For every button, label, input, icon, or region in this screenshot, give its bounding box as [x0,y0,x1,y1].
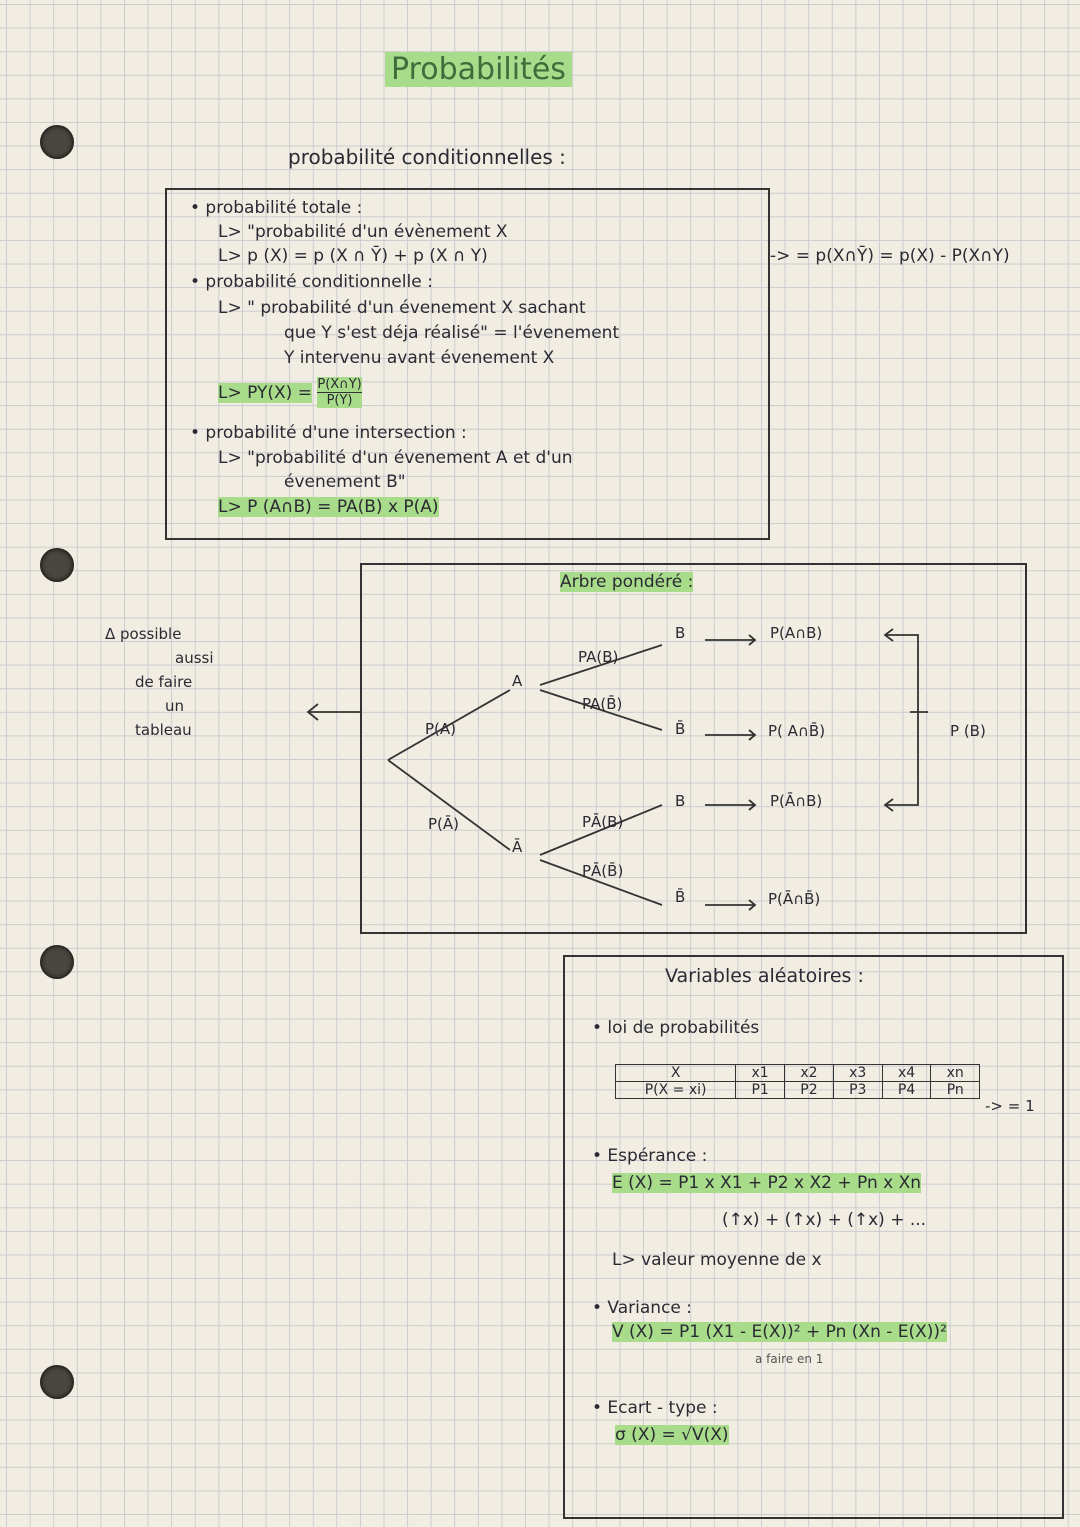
table-cell: P(X = xi) [616,1082,736,1099]
cond-def: Y intervenu avant évenement X [284,348,555,368]
ecart-formula: σ (X) = √V(X) [615,1425,729,1445]
arrow [705,635,755,645]
result: P(A∩B) [770,624,823,642]
note-line: un [165,697,185,715]
table-cell: P4 [882,1082,931,1099]
esp-note: L> valeur moyenne de x [612,1250,822,1270]
cond-formula-den: P(Y) [317,393,361,408]
inter-def: L> "probabilité d'un évenement A et d'un [218,448,573,468]
arrow [705,730,755,740]
cond-def: que Y s'est déja réalisé" = l'évenement [284,323,620,343]
edge [388,760,510,850]
note-line: de faire [135,673,193,691]
node-b: B [675,792,686,810]
var-note: a faire en 1 [755,1352,824,1366]
probability-table [615,1064,980,1099]
node-not-a: Ā [512,838,523,856]
arrow [705,800,755,810]
inter-heading: • probabilité d'une intersection : [190,423,467,443]
result: P( A∩B̄) [768,722,826,740]
side-note: -> = p(X∩Ȳ) = p(X) - P(X∩Y) [770,246,1010,266]
table-cell: P2 [785,1082,834,1099]
tree-title: Arbre pondéré : [560,572,694,592]
result: P(Ā∩B) [770,792,823,810]
total-def: L> "probabilité d'un évènement X [218,222,508,242]
table-cell: P3 [833,1082,882,1099]
esp-formula: E (X) = P1 x X1 + P2 x X2 + Pn x Xn [612,1173,922,1193]
table-cell: X [616,1065,736,1082]
var-formula: V (X) = P1 (X1 - E(X))² + Pn (Xn - E(X))² [612,1322,947,1342]
esp-heading: • Espérance : [592,1146,708,1166]
edge-label: PA(B̄) [582,695,623,713]
inter-formula: L> P (A∩B) = PA(B) x P(A) [218,497,439,517]
section-heading: probabilité conditionnelles : [288,145,566,169]
arrow [705,900,755,910]
note-line: tableau [135,721,192,739]
sum-label: P (B) [950,722,986,740]
node-a: A [512,672,523,690]
arrow-left [308,704,360,720]
note-line: Δ possible [105,625,182,643]
sum-bracket [885,629,928,811]
cond-def: L> " probabilité d'un évenement X sachant [218,298,586,318]
inter-def: évenement B" [284,472,406,492]
edge-label: P(A) [425,720,457,738]
table-cell: Pn [931,1082,980,1099]
rv-title: Variables aléatoires : [665,965,864,987]
esp-sketch: (↑x) + (↑x) + (↑x) + ... [722,1210,927,1230]
table-cell: xn [931,1065,980,1082]
ecart-heading: • Ecart - type : [592,1398,718,1418]
result: P(Ā∩B̄) [768,890,821,908]
total-formula: L> p (X) = p (X ∩ Ȳ) + p (X ∩ Y) [218,246,488,266]
cond-formula-lhs: L> PY(X) = [218,382,312,403]
table-cell: x3 [833,1065,882,1082]
total-heading: • probabilité totale : [190,198,363,218]
page-title: Probabilités [385,52,572,87]
cond-heading: • probabilité conditionnelle : [190,272,433,292]
loi-heading: • loi de probabilités [592,1018,760,1038]
table-cell: x4 [882,1065,931,1082]
node-not-b: B̄ [675,888,686,906]
table-cell: P1 [736,1082,785,1099]
table-row [616,1082,980,1099]
table-row [616,1065,980,1082]
node-not-b: B̄ [675,720,686,738]
note-line: aussi [175,649,214,667]
var-heading: • Variance : [592,1298,692,1318]
table-cell: x2 [785,1065,834,1082]
table-note: -> = 1 [985,1097,1035,1115]
edge-label: PA(B) [578,648,619,666]
edge-label: P(Ā) [428,815,460,833]
edge-label: PĀ(B̄) [582,862,624,880]
node-b: B [675,624,686,642]
table-cell: x1 [736,1065,785,1082]
cond-formula-num: P(X∩Y) [317,377,362,392]
edge-label: PĀ(B) [582,813,624,831]
